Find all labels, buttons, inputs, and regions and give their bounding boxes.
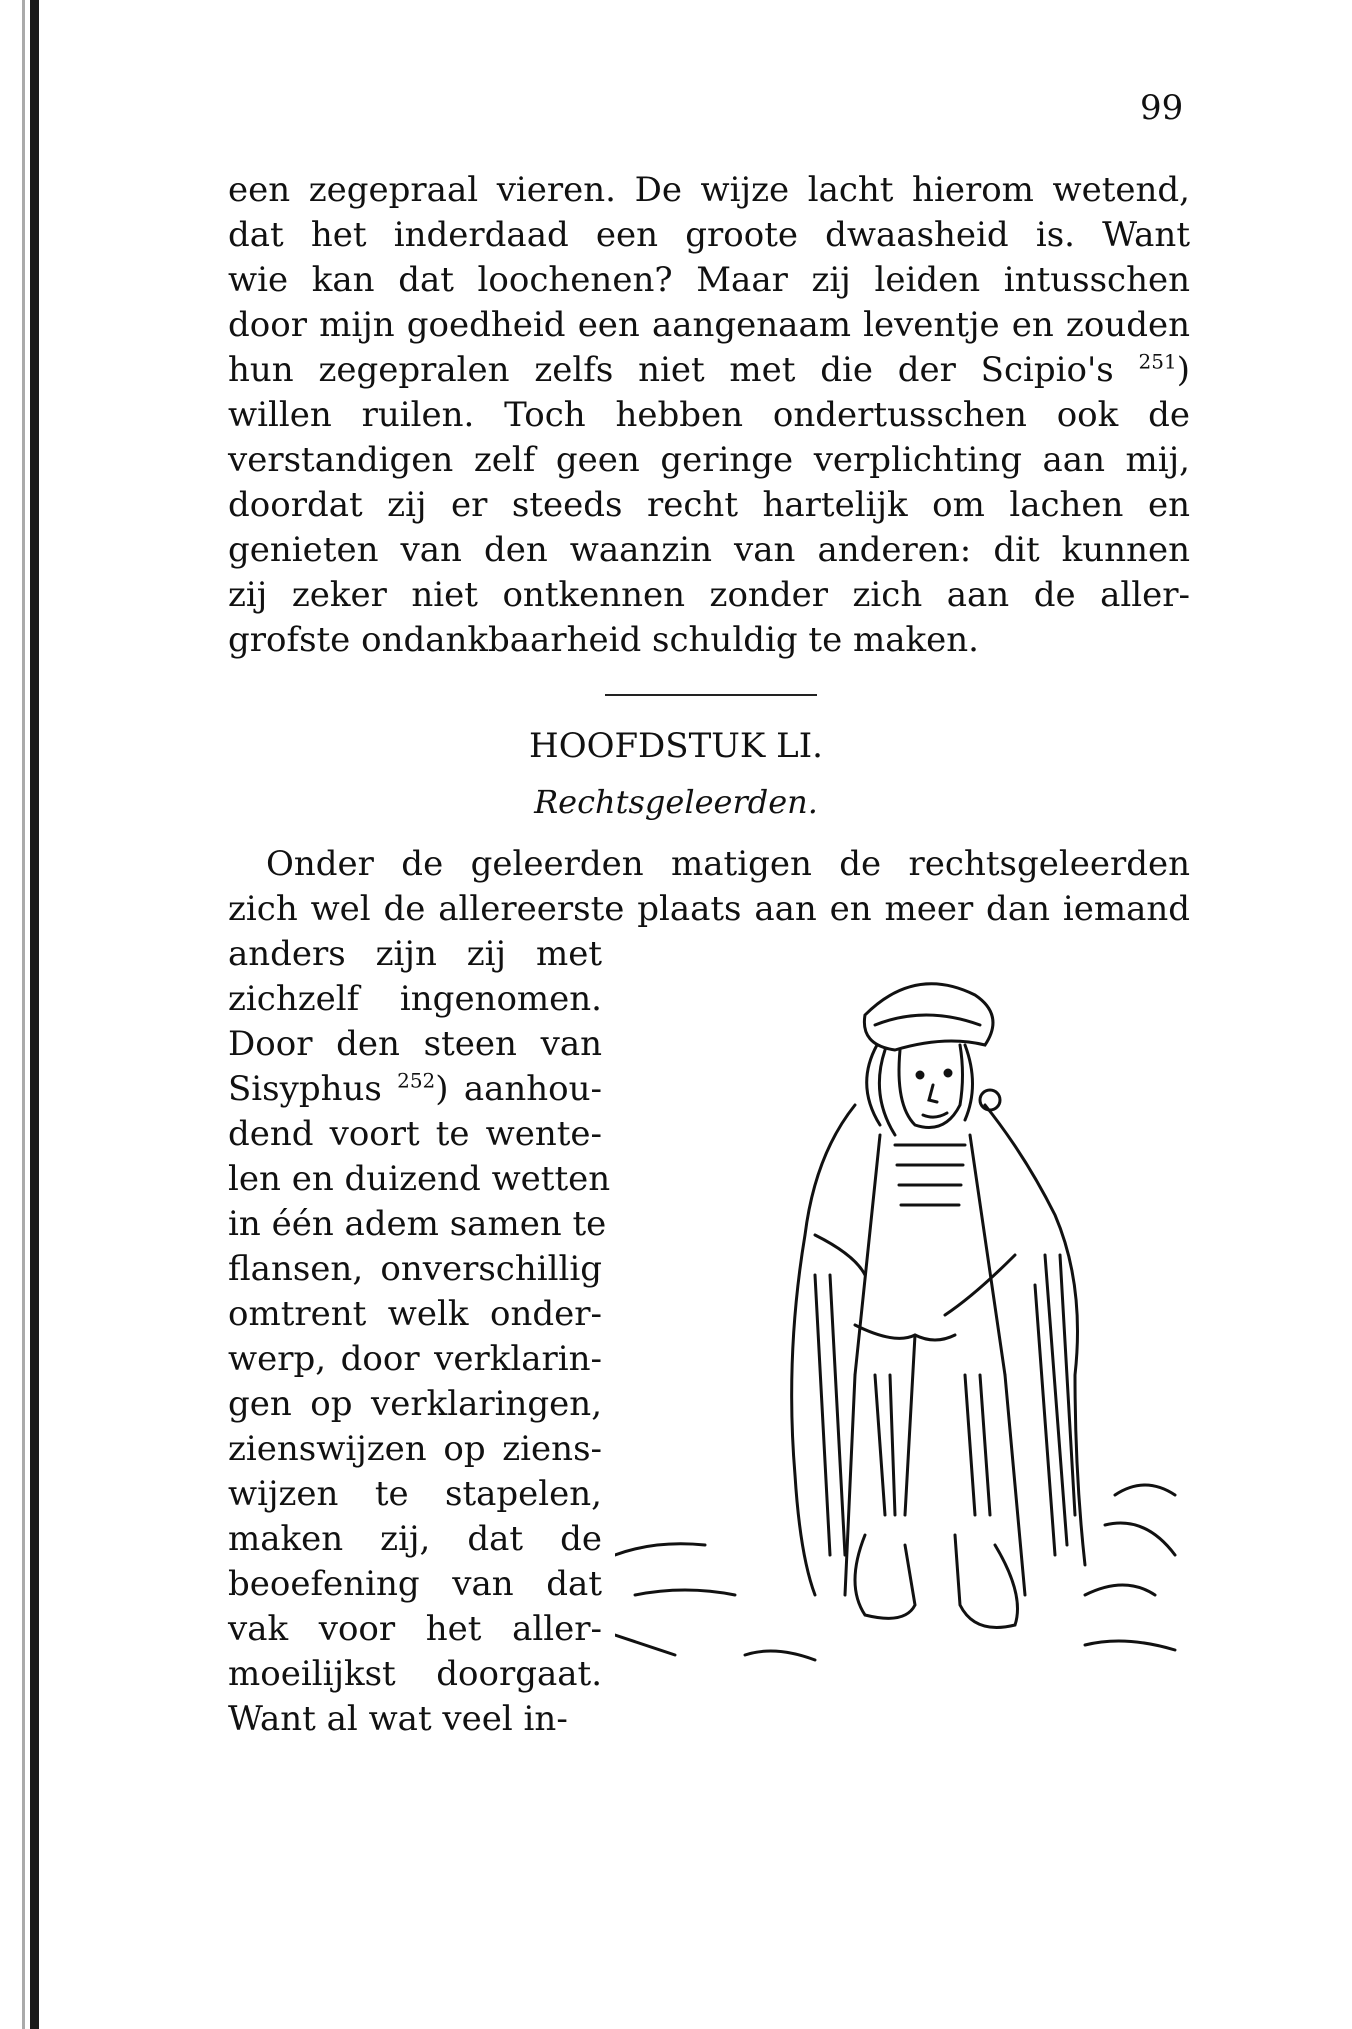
text-line: Onder de geleerden matigen de rechtsgeleerden	[266, 844, 1190, 884]
page-binding-edge	[30, 0, 39, 2029]
text-line: door mijn goedheid een aangenaam leventje en zouden	[228, 305, 1190, 345]
text-line-part: Sisyphus	[228, 1069, 382, 1109]
chapter-title: Rechtsgeleerden.	[534, 783, 818, 821]
text-line: beoefening van dat	[228, 1564, 602, 1604]
text-line: wijzen te stapelen,	[228, 1474, 602, 1514]
paragraph-1	[228, 168, 1190, 663]
text-line: maken zij, dat de	[228, 1519, 602, 1559]
text-line: werp, door verklarin-	[228, 1339, 602, 1379]
text-line: wie kan dat loochenen? Maar zij leiden intusschen	[228, 260, 1190, 300]
text-line: zienswijzen op ziens-	[228, 1429, 602, 1469]
text-line: moeilijkst doorgaat.	[228, 1654, 602, 1694]
footnote-paren: )	[1176, 350, 1190, 390]
text-line: Door den steen van	[228, 1024, 602, 1064]
footnote-ref: 251	[1138, 349, 1177, 374]
footnote-ref: 252	[397, 1068, 436, 1093]
text-line: gen op verklaringen,	[228, 1384, 602, 1424]
text-line: genieten van den waanzin van anderen: dit kunnen	[228, 530, 1190, 570]
section-divider	[605, 694, 817, 696]
text-line: in één adem samen te	[228, 1204, 607, 1244]
text-line	[228, 1067, 602, 1112]
text-line: verstandigen zelf geen geringe verplichting aan mij,	[228, 440, 1190, 480]
text-line: anders zijn zij met	[228, 934, 602, 974]
text-line: zij zeker niet ontkennen zonder zich aan de aller-	[228, 575, 1190, 615]
text-line: doordat zij er steeds recht hartelijk om lachen en	[228, 485, 1190, 525]
text-line: flansen, onverschillig	[228, 1249, 602, 1289]
chapter-heading: HOOFDSTUK LI.	[529, 726, 823, 766]
paragraph-2-full	[228, 842, 1190, 932]
paragraph-2-narrow	[228, 932, 611, 1742]
text-line: omtrent welk onder-	[228, 1294, 602, 1334]
text-line: len en duizend wetten	[228, 1159, 611, 1199]
text-line-part: ) aanhou-	[435, 1069, 603, 1109]
text-line: een zegepraal vieren. De wijze lacht hierom wetend,	[228, 170, 1190, 210]
text-line	[228, 348, 1190, 393]
text-line: Want al wat veel in-	[228, 1699, 568, 1739]
page-edge-shadow	[22, 0, 25, 2029]
text-line: dat het inderdaad een groote dwaasheid is. Want	[228, 215, 1190, 255]
text-line: zichzelf ingenomen.	[228, 979, 602, 1019]
text-line: willen ruilen. Toch hebben ondertusschen ook de	[228, 395, 1190, 435]
text-line: grofste ondankbaarheid schuldig te maken.	[228, 620, 979, 660]
text-line-part: hun zegepralen zelfs niet met die der Scipio's	[228, 350, 1114, 390]
woodcut-illustration-lawyer	[615, 955, 1195, 1670]
text-line: zich wel de allereerste plaats aan en meer dan iemand	[228, 889, 1190, 929]
text-line: vak voor het aller-	[228, 1609, 602, 1649]
page-number: 99	[1140, 88, 1184, 128]
text-line: dend voort te wente-	[228, 1114, 602, 1154]
